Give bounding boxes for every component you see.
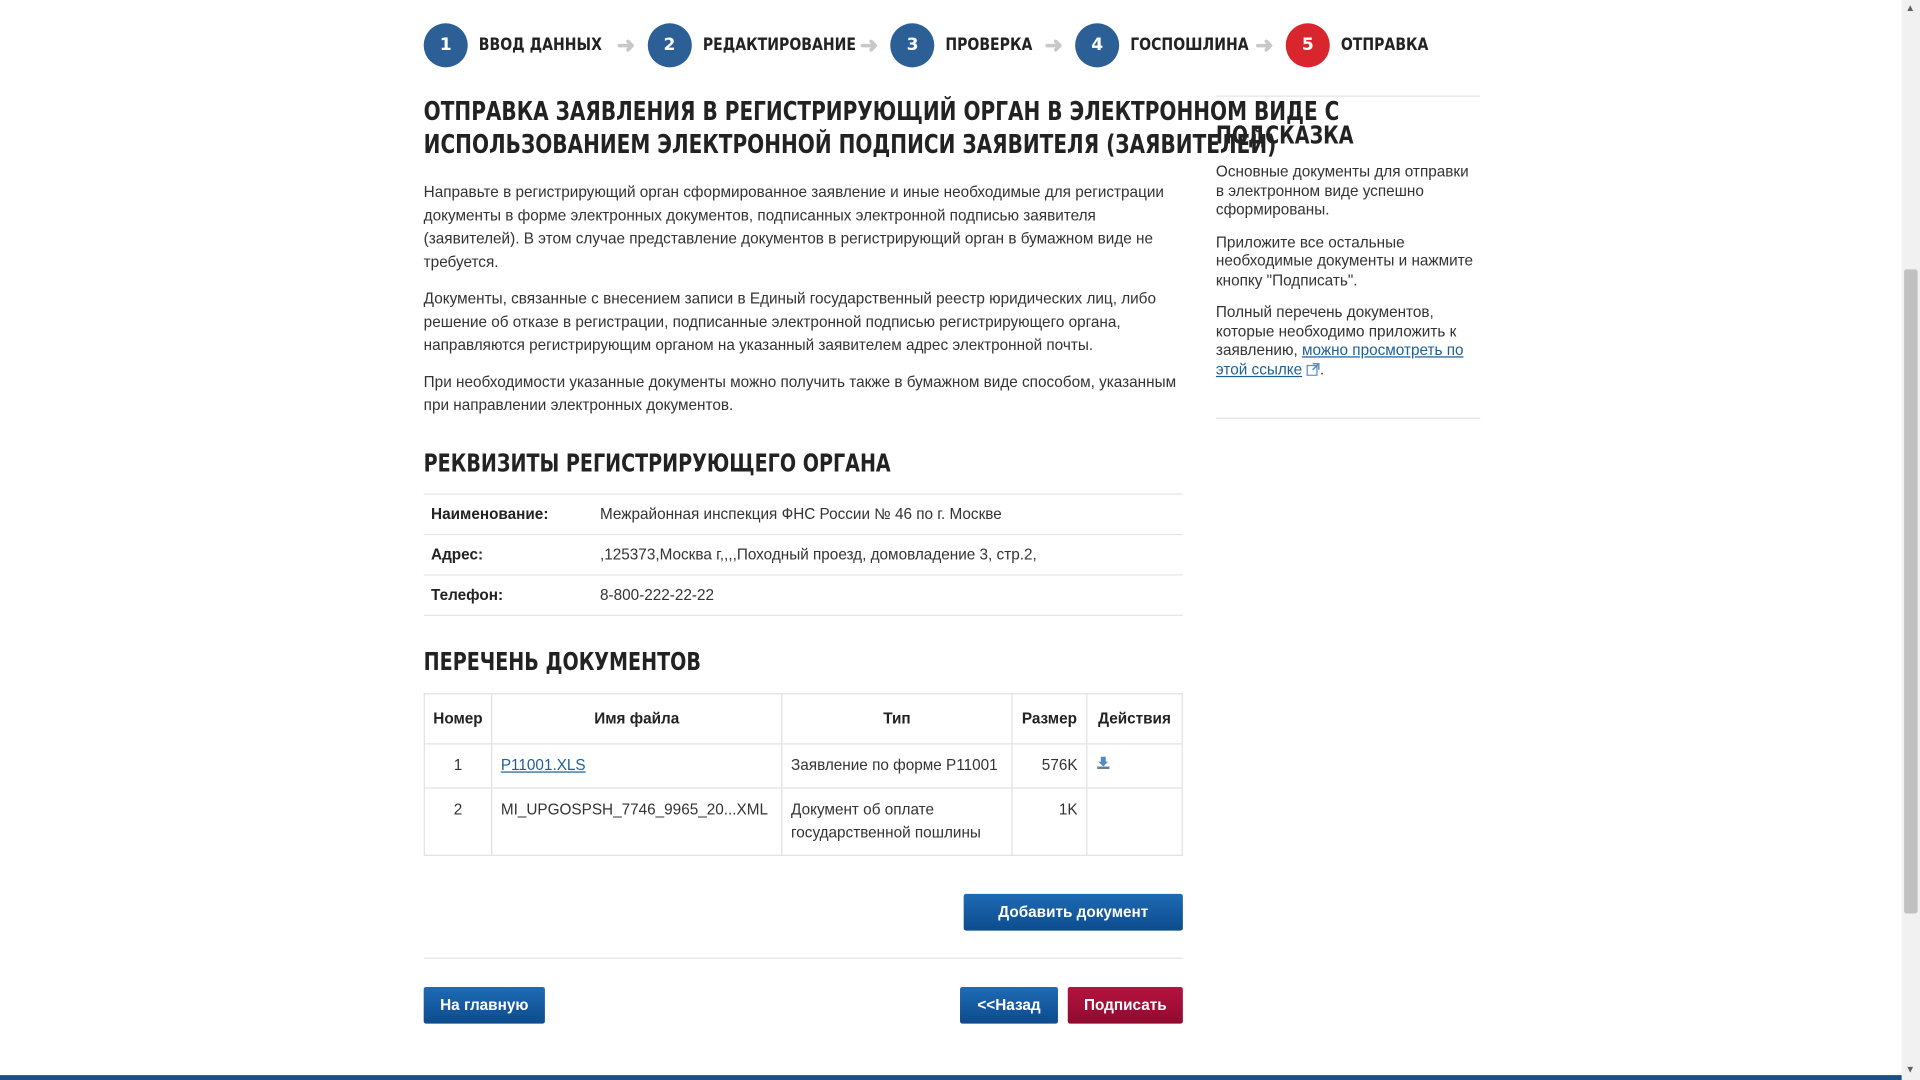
size-cell: 1K [1012, 788, 1087, 855]
intro-paragraph-1: Направьте в регистрирующий орган сформированное заявление и иные необходимые для регистрации документы в форме электронных документов, подписанных электронной подписью заявителя (заявителей). В этом случае представление документов в регистрирующий орган в бумажном виде не требуется. [423, 183, 1164, 271]
scroll-up-icon[interactable]: ▲ [1905, 2, 1916, 14]
step-5-number: 5 [1286, 23, 1330, 67]
column-header-actions: Действия [1087, 694, 1183, 744]
column-header-size: Размер [1012, 694, 1087, 744]
step-4-label: ГОСПОШЛИНА [1130, 35, 1249, 56]
step-4-number: 4 [1075, 23, 1119, 67]
hint-paragraph-2: Приложите все остальные необходимые документы и нажмите кнопку "Подписать". [1215, 233, 1474, 289]
step-2 [647, 23, 889, 67]
intro-paragraph-2: Документы, связанные с внесением записи в Единый государственный реестр юридических лиц, либо решение об отказе в регистрации, подписанные электронной подписью регистрирующего органа, направляются регистрирующим органом на указанный заявителем адрес электронной почты. [423, 290, 1156, 354]
page-title-line-2: ИСПОЛЬЗОВАНИЕМ ЭЛЕКТРОННОЙ ПОДПИСИ ЗАЯВИТЕЛЯ (ЗАЯВИТЕЛЕЙ) [423, 129, 1277, 160]
phone-value: 8-800-222-22-22 [593, 575, 1183, 615]
actions-cell [1087, 744, 1183, 788]
intro-paragraph-3: При необходимости указанные документы можно получить также в бумажном виде способом, указанным при направлении электронных документов. [423, 373, 1177, 414]
name-label: Наименование: [424, 494, 593, 534]
size-cell: 576K [1012, 744, 1087, 788]
hint-heading: ПОДСКАЗКА [1215, 120, 1354, 150]
progress-steps [424, 23, 1448, 67]
table-header-row [424, 694, 1182, 744]
arrow-right-icon: ➜ [616, 32, 636, 57]
back-button[interactable]: <<Назад [960, 987, 1058, 1024]
row-number: 2 [424, 788, 491, 855]
step-5-label: ОТПРАВКА [1340, 35, 1429, 56]
address-value: ,125373,Москва г,,,,Походный проезд, домовладение 3, стр.2, [593, 534, 1183, 574]
column-header-type: Тип [782, 694, 1012, 744]
type-cell: Заявление по форме Р11001 [782, 744, 1012, 788]
hint-divider [1216, 418, 1480, 419]
requisites-table [424, 493, 1183, 615]
external-link-icon [1306, 362, 1319, 381]
step-4 [1075, 23, 1274, 67]
hint-paragraph-3 [1216, 304, 1480, 381]
requisites-heading: РЕКВИЗИТЫ РЕГИСТРИРУЮЩЕГО ОРГАНА [423, 448, 891, 478]
file-link[interactable]: P11001.XLS [500, 756, 586, 774]
add-document-button[interactable]: Добавить документ [964, 894, 1183, 931]
vertical-scrollbar[interactable] [1902, 0, 1920, 1080]
file-cell: MI_UPGOSPSH_7746_9965_20...XML [492, 788, 782, 855]
page-title-line-1: ОТПРАВКА ЗАЯВЛЕНИЯ В РЕГИСТРИРУЮЩИЙ ОРГАН В ЭЛЕКТРОННОМ ВИДЕ С [423, 96, 1340, 127]
hint-panel [1216, 96, 1480, 419]
hint-paragraph-1: Основные документы для отправки в электронном виде успешно сформированы. [1215, 162, 1469, 218]
column-header-number: Номер [424, 694, 491, 744]
name-value: Межрайонная инспекция ФНС России № 46 по г. Москве [593, 494, 1183, 534]
download-icon[interactable] [1096, 754, 1111, 777]
documents-table [424, 693, 1183, 856]
table-row [424, 494, 1183, 534]
scrollbar-thumb[interactable] [1904, 269, 1917, 913]
table-row [424, 575, 1183, 615]
table-row [424, 534, 1183, 574]
step-3-number: 3 [891, 23, 935, 67]
column-header-filename: Имя файла [492, 694, 782, 744]
scroll-down-icon[interactable]: ▼ [1905, 1064, 1916, 1076]
step-3 [891, 23, 1052, 67]
table-row [424, 744, 1182, 788]
sign-button[interactable]: Подписать [1068, 987, 1183, 1024]
table-row [424, 788, 1182, 855]
type-cell: Документ об оплате государственной пошлины [782, 788, 1012, 855]
arrow-right-icon: ➜ [1255, 32, 1274, 57]
row-number: 1 [424, 744, 491, 788]
documents-heading: ПЕРЕЧЕНЬ ДОКУМЕНТОВ [423, 646, 701, 676]
arrow-right-icon: ➜ [859, 32, 879, 57]
divider [424, 958, 1183, 959]
phone-label: Телефон: [424, 575, 593, 615]
step-2-label: РЕДАКТИРОВАНИЕ [702, 35, 856, 56]
step-5 [1286, 23, 1448, 67]
file-cell [492, 744, 782, 788]
step-3-label: ПРОВЕРКА [945, 35, 1033, 56]
step-1-number: 1 [424, 23, 468, 67]
footer-border [0, 1075, 1902, 1080]
home-button[interactable]: На главную [424, 987, 545, 1024]
documents-list-link[interactable]: можно просмотреть по этой ссылке [1215, 341, 1464, 378]
step-1 [424, 23, 629, 67]
address-label: Адрес: [424, 534, 593, 574]
hint-paragraph-3-text: Полный перечень документов, которые необходимо приложить к заявлению, [1215, 303, 1457, 359]
arrow-right-icon: ➜ [1044, 32, 1063, 57]
step-1-label: ВВОД ДАННЫХ [478, 35, 602, 56]
actions-cell [1087, 788, 1183, 855]
hint-paragraph-3-end: . [1319, 360, 1325, 378]
step-2-number: 2 [647, 23, 691, 67]
